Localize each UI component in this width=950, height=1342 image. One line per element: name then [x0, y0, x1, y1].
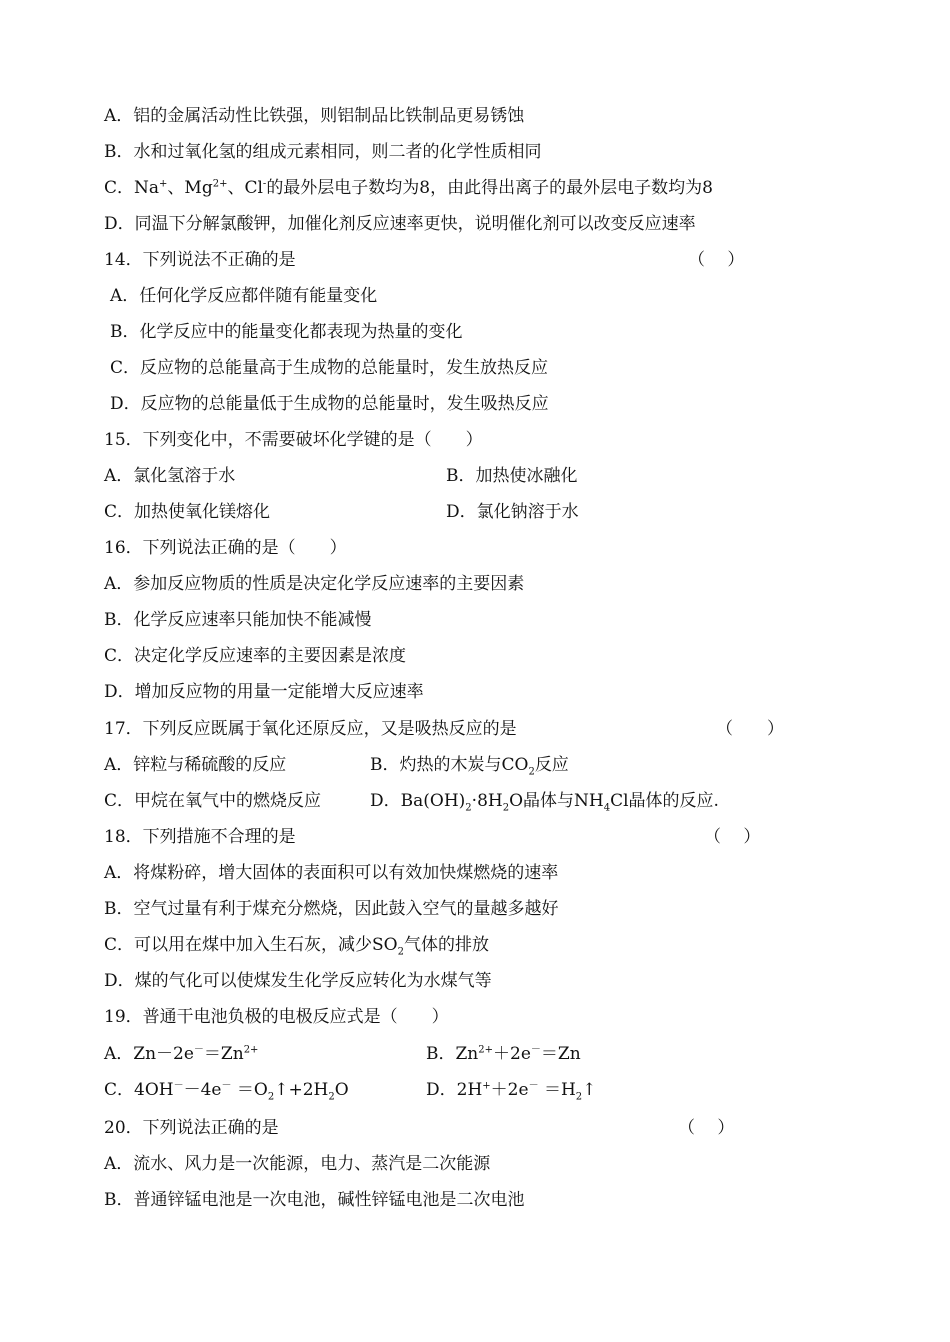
q19-option-c: [104, 1077, 349, 1103]
q15-option-d: D．氯化钠溶于水: [446, 502, 579, 522]
q17-answer-paren: （ ）: [716, 719, 784, 739]
subscript: 2: [465, 802, 472, 814]
text: O晶体与NH: [509, 791, 604, 811]
subscript: 2: [502, 802, 510, 814]
q20-stem: 20．下列说法正确的是: [104, 1118, 279, 1138]
text: ＝H: [538, 1080, 576, 1100]
q19-option-b: [426, 1041, 581, 1067]
text: ＋2e: [493, 1044, 531, 1064]
q13-option-a: A．铝的金属活动性比铁强，则铝制品比铁制品更易锈蚀: [104, 106, 525, 126]
text: －4e: [183, 1080, 222, 1100]
text: Cl晶体的反应.: [610, 791, 719, 811]
q20-option-b: B．普通锌锰电池是一次电池，碱性锌锰电池是二次电池: [104, 1190, 525, 1210]
q18-option-c: [104, 932, 489, 958]
subscript: 2: [528, 766, 535, 778]
q17-option-a: A．锌粒与稀硫酸的反应: [104, 755, 287, 775]
q15-stem: 15．下列变化中，不需要破坏化学键的是（ ）: [104, 430, 483, 450]
text: ↑: [582, 1080, 597, 1100]
q15-option-b: B．加热使冰融化: [446, 466, 578, 486]
q18-option-a: A．将煤粉碎，增大固体的表面积可以有效加快煤燃烧的速率: [104, 863, 559, 883]
superscript: 2+: [243, 1044, 259, 1056]
q19-stem: 19．普通干电池负极的电极反应式是（ ）: [104, 1007, 449, 1027]
superscript: 2+: [478, 1044, 494, 1056]
text: A．Zn－2e: [104, 1044, 194, 1064]
q16-option-b: B．化学反应速率只能加快不能减慢: [104, 610, 372, 630]
text: ＝O: [231, 1080, 268, 1100]
subscript: 2: [267, 1091, 275, 1103]
superscript: －: [193, 1044, 204, 1056]
q20-answer-paren: （ ）: [678, 1118, 735, 1138]
superscript: +: [482, 1080, 491, 1092]
q18-option-d: D．煤的气化可以使煤发生化学反应转化为水煤气等: [104, 971, 492, 991]
q16-stem: 16．下列说法正确的是（ ）: [104, 538, 347, 558]
superscript: －: [173, 1080, 184, 1092]
q18-option-b: B．空气过量有利于煤充分燃烧，因此鼓入空气的量越多越好: [104, 899, 559, 919]
text: 、Mg: [167, 178, 213, 198]
q17-option-c: C．甲烷在氧气中的燃烧反应: [104, 791, 322, 811]
q13-option-b: B．水和过氧化氢的组成元素相同，则二者的化学性质相同: [104, 142, 542, 162]
superscript: －: [530, 1044, 541, 1056]
text: C．可以用在煤中加入生石灰，减少SO: [104, 935, 398, 955]
text: 反应: [534, 755, 569, 775]
superscript: 2+: [212, 178, 228, 190]
q19-option-d: [426, 1077, 596, 1103]
q18-answer-paren: （ ）: [704, 827, 761, 847]
subscript: 4: [603, 802, 611, 814]
superscript: －: [528, 1080, 539, 1092]
text: ↑+2H: [274, 1080, 329, 1100]
q14-option-a: A．任何化学反应都伴随有能量变化: [110, 286, 378, 306]
q13-option-c: [104, 175, 713, 201]
q16-option-a: A．参加反应物质的性质是决定化学反应速率的主要因素: [104, 574, 525, 594]
subscript: 2: [397, 946, 404, 958]
q17-option-d: [370, 788, 719, 814]
q17-option-b: [370, 752, 569, 778]
text: 、Cl: [227, 178, 263, 198]
q17-stem: 17．下列反应既属于氧化还原反应，又是吸热反应的是: [104, 719, 517, 739]
text: ＝Zn: [540, 1044, 581, 1064]
superscript: －: [221, 1080, 232, 1092]
superscript: -: [262, 178, 267, 190]
q14-option-b: B．化学反应中的能量变化都表现为热量的变化: [110, 322, 463, 342]
q14-option-d: D．反应物的总能量低于生成物的总能量时，发生吸热反应: [110, 394, 549, 414]
q15-option-c: C．加热使氧化镁熔化: [104, 502, 271, 522]
q18-stem: 18．下列措施不合理的是: [104, 827, 296, 847]
text: D．2H: [426, 1080, 483, 1100]
q16-option-d: D．增加反应物的用量一定能增大反应速率: [104, 682, 424, 702]
text: C．Na: [104, 178, 160, 198]
q14-answer-paren: （ ）: [688, 250, 745, 270]
q19-option-a: [104, 1041, 258, 1067]
superscript: +: [159, 178, 168, 190]
q20-option-a: A．流水、风力是一次能源，电力、蒸汽是二次能源: [104, 1154, 491, 1174]
text: ·8H: [471, 791, 503, 811]
text: C．4OH: [104, 1080, 174, 1100]
text: 气体的排放: [403, 935, 489, 955]
subscript: 2: [575, 1091, 583, 1103]
q15-option-a: A．氯化氢溶于水: [104, 466, 236, 486]
q16-option-c: C．决定化学反应速率的主要因素是浓度: [104, 646, 407, 666]
text: ＋2e: [490, 1080, 529, 1100]
subscript: 2: [328, 1091, 335, 1103]
text: 的最外层电子数均为8，由此得出离子的最外层电子数均为8: [266, 178, 713, 198]
text: O: [334, 1080, 349, 1100]
q13-option-d: D．同温下分解氯酸钾，加催化剂反应速率更快，说明催化剂可以改变反应速率: [104, 214, 696, 234]
q14-option-c: C．反应物的总能量高于生成物的总能量时，发生放热反应: [110, 358, 549, 378]
text: B．灼热的木炭与CO: [370, 755, 529, 775]
text: D．Ba(OH): [370, 791, 466, 811]
text: ＝Zn: [203, 1044, 244, 1064]
q14-stem: 14．下列说法不正确的是: [104, 250, 296, 270]
text: B．Zn: [426, 1044, 479, 1064]
